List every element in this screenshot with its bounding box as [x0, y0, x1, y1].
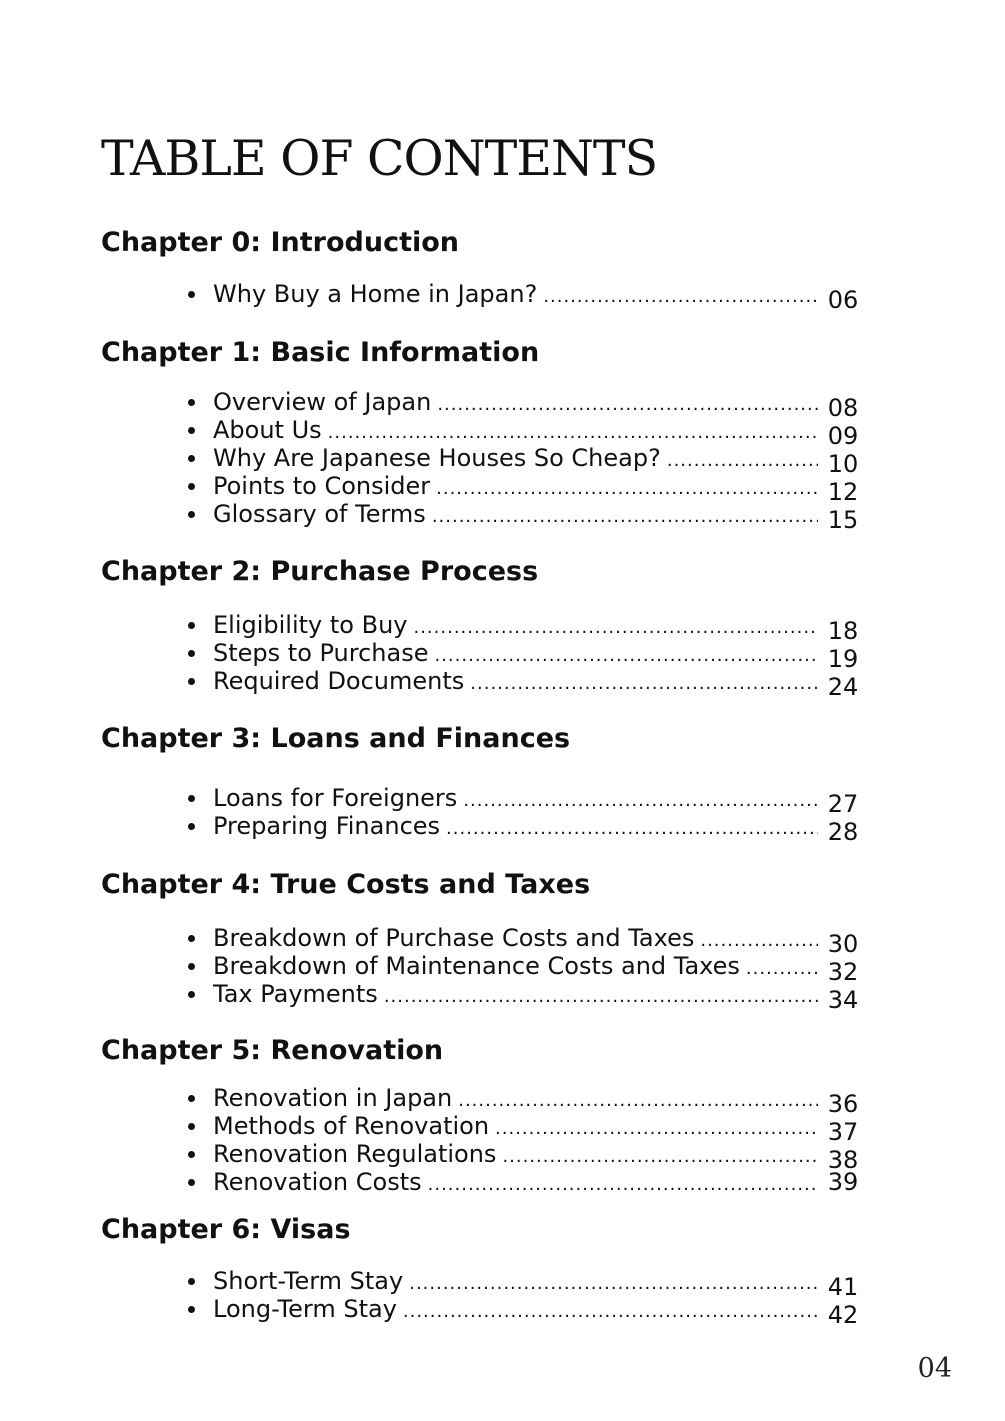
toc-entry[interactable]	[101, 388, 861, 422]
dot-leader	[495, 1115, 818, 1143]
entry-label: Steps to Purchase	[213, 639, 429, 667]
chapter-3	[101, 723, 861, 846]
entry-label: Eligibility to Buy	[213, 611, 408, 639]
page-number: 04	[917, 1353, 952, 1384]
bullet-icon	[188, 1278, 195, 1285]
bullet-icon	[188, 455, 195, 462]
page-title: TABLE OF CONTENTS	[101, 130, 658, 187]
bullet-icon	[188, 427, 195, 434]
entry-label: Long-Term Stay	[213, 1295, 397, 1323]
dot-leader	[543, 283, 818, 311]
bullet-icon	[188, 823, 195, 830]
entry-label: Glossary of Terms	[213, 500, 426, 528]
entry-label: Loans for Foreigners	[213, 784, 458, 812]
entry-label: Breakdown of Purchase Costs and Taxes	[213, 924, 695, 952]
chapter-4	[101, 869, 861, 1014]
chapter-title: Chapter 5: Renovation	[101, 1035, 444, 1066]
entry-page-number: 15	[827, 506, 859, 534]
dot-leader	[428, 1171, 818, 1199]
entry-label: Overview of Japan	[213, 388, 432, 416]
bullet-icon	[188, 399, 195, 406]
bullet-icon	[188, 622, 195, 629]
entry-label: Preparing Finances	[213, 812, 441, 840]
toc-entry[interactable]	[101, 500, 861, 534]
bullet-icon	[188, 650, 195, 657]
bullet-icon	[188, 795, 195, 802]
dot-leader	[700, 927, 818, 955]
bullet-icon	[188, 291, 195, 298]
dot-leader	[667, 447, 818, 475]
entry-label: Required Documents	[213, 667, 465, 695]
chapter-title: Chapter 2: Purchase Process	[101, 556, 539, 587]
toc-entry[interactable]	[101, 784, 861, 818]
entry-page-number: 30	[827, 930, 859, 958]
dot-leader	[436, 475, 818, 503]
entry-page-number: 24	[827, 673, 859, 701]
bullet-icon	[188, 963, 195, 970]
dot-leader	[409, 1270, 818, 1298]
entry-label: About Us	[213, 416, 322, 444]
entry-page-number: 19	[827, 645, 859, 673]
bullet-icon	[188, 991, 195, 998]
entry-label: Methods of Renovation	[213, 1112, 490, 1140]
chapter-title: Chapter 3: Loans and Finances	[101, 723, 571, 754]
entry-page-number: 18	[827, 617, 859, 645]
toc-entry[interactable]	[101, 1084, 861, 1118]
bullet-icon	[188, 483, 195, 490]
chapter-items	[101, 924, 861, 1014]
chapter-1	[101, 337, 861, 534]
dot-leader	[432, 503, 818, 531]
entry-page-number: 28	[827, 818, 859, 846]
dot-leader	[746, 955, 818, 983]
dot-leader	[413, 614, 818, 642]
chapter-items	[101, 280, 861, 314]
toc-entry[interactable]	[101, 472, 861, 506]
chapter-5	[101, 1036, 861, 1196]
bullet-icon	[188, 1095, 195, 1102]
bullet-icon	[188, 511, 195, 518]
entry-page-number: 38	[827, 1146, 859, 1174]
toc-entry[interactable]	[101, 1140, 861, 1174]
dot-leader	[437, 391, 818, 419]
bullet-icon	[188, 1123, 195, 1130]
entry-label: Points to Consider	[213, 472, 431, 500]
dot-leader	[458, 1087, 818, 1115]
entry-label: Why Buy a Home in Japan?	[213, 280, 538, 308]
toc-entry[interactable]	[101, 1295, 861, 1329]
chapter-title: Chapter 1: Basic Information	[101, 337, 540, 368]
chapter-items	[101, 1084, 861, 1196]
dot-leader	[403, 1298, 818, 1326]
toc-entry[interactable]	[101, 280, 861, 314]
toc-entry[interactable]	[101, 667, 861, 701]
bullet-icon	[188, 1151, 195, 1158]
dot-leader	[446, 815, 818, 843]
entry-label: Short-Term Stay	[213, 1267, 404, 1295]
toc-entry[interactable]	[101, 980, 861, 1014]
toc-entry[interactable]	[101, 639, 861, 673]
chapter-items	[101, 388, 861, 534]
chapter-0	[101, 227, 861, 314]
dot-leader	[384, 983, 818, 1011]
entry-page-number: 27	[827, 790, 859, 818]
dot-leader	[328, 419, 818, 447]
entry-label: Renovation in Japan	[213, 1084, 453, 1112]
entry-page-number: 08	[827, 394, 859, 422]
entry-page-number: 36	[827, 1090, 859, 1118]
entry-label: Breakdown of Maintenance Costs and Taxes	[213, 952, 740, 980]
dot-leader	[470, 670, 818, 698]
entry-label: Renovation Regulations	[213, 1140, 497, 1168]
entry-page-number: 32	[827, 958, 859, 986]
bullet-icon	[188, 935, 195, 942]
entry-page-number: 06	[827, 286, 859, 314]
chapter-title: Chapter 6: Visas	[101, 1214, 351, 1245]
toc-entry[interactable]	[101, 444, 861, 478]
bullet-icon	[188, 1306, 195, 1313]
entry-label: Renovation Costs	[213, 1168, 422, 1196]
dot-leader	[502, 1143, 818, 1171]
chapter-2	[101, 556, 861, 701]
chapter-items	[101, 611, 861, 701]
entry-page-number: 41	[827, 1273, 859, 1301]
dot-leader	[434, 642, 818, 670]
entry-label: Tax Payments	[213, 980, 378, 1008]
toc-entry[interactable]	[101, 1267, 861, 1301]
entry-page-number: 12	[827, 478, 859, 506]
entry-page-number: 10	[827, 450, 859, 478]
chapter-items	[101, 1267, 861, 1329]
toc-entry[interactable]	[101, 952, 861, 986]
dot-leader	[463, 787, 818, 815]
chapter-title: Chapter 0: Introduction	[101, 227, 460, 258]
entry-page-number: 39	[827, 1168, 859, 1196]
entry-page-number: 42	[827, 1301, 859, 1329]
toc-entry[interactable]	[101, 812, 861, 846]
entry-page-number: 37	[827, 1118, 859, 1146]
chapter-6	[101, 1214, 861, 1329]
toc-entry[interactable]	[101, 611, 861, 645]
toc-entry[interactable]	[101, 924, 861, 958]
toc-entry[interactable]	[101, 416, 861, 450]
toc-entry[interactable]	[101, 1112, 861, 1146]
chapter-items	[101, 784, 861, 846]
entry-page-number: 34	[827, 986, 859, 1014]
toc-entry[interactable]	[101, 1168, 861, 1196]
entry-label: Why Are Japanese Houses So Cheap?	[213, 444, 661, 472]
bullet-icon	[188, 1179, 195, 1186]
entry-page-number: 09	[827, 422, 859, 450]
bullet-icon	[188, 678, 195, 685]
chapter-title: Chapter 4: True Costs and Taxes	[101, 869, 591, 900]
